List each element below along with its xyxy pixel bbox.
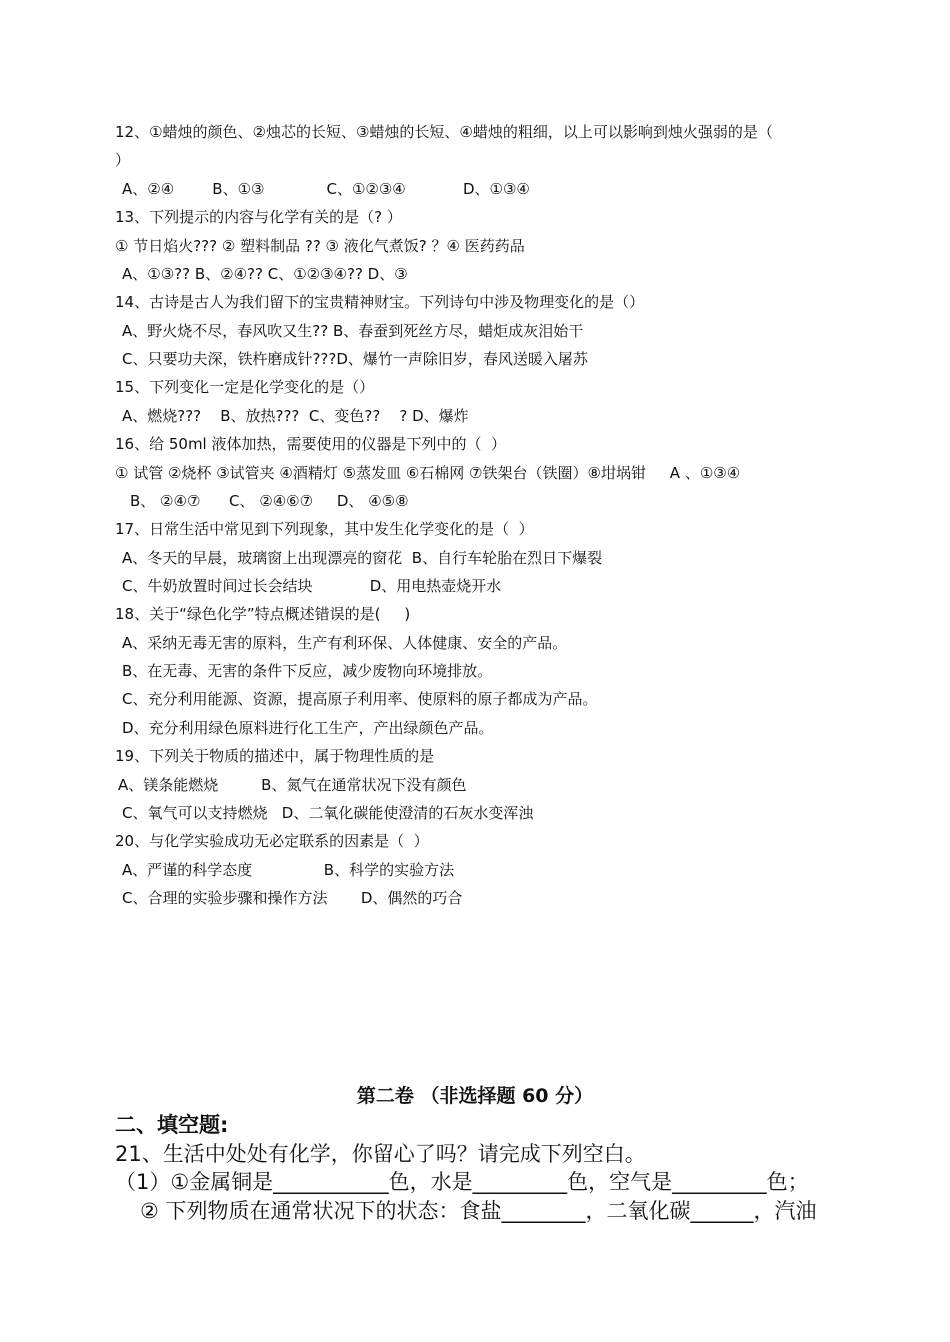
question-18-option-d: D、充分利用绿色原料进行化工生产，产出绿颜色产品。 bbox=[122, 719, 494, 737]
question-13-items: ① 节日焰火??? ② 塑料制品 ?? ③ 液化气煮饭? ？④ 医药药品 bbox=[115, 237, 525, 255]
question-14-options-cd: C、只要功夫深，铁杵磨成针???D、爆竹一声除旧岁，春风送暖入屠苏 bbox=[122, 350, 588, 368]
question-20-stem: 20、与化学实验成功无必定联系的因素是（ ） bbox=[115, 832, 429, 850]
question-20-options-ab: A、严谨的科学态度 B、科学的实验方法 bbox=[122, 861, 455, 879]
question-17-options-cd: C、牛奶放置时间过长会结块 D、用电热壶烧开水 bbox=[122, 577, 502, 595]
question-18-stem: 18、关于“绿色化学”特点概述错误的是( ) bbox=[115, 605, 411, 623]
question-21-part-1: （1）①金属铜是___________色，水是_________色，空气是_________色； bbox=[115, 1170, 809, 1194]
question-18-option-a: A、采纳无毒无害的原料，生产有利环保、人体健康、安全的产品。 bbox=[122, 634, 568, 652]
question-12-stem-end: ） bbox=[115, 151, 131, 169]
question-16-items: ① 试管 ②烧杯 ③试管夹 ④酒精灯 ⑤蒸发皿 ⑥石棉网 ⑦铁架台（铁圈）⑧坩埚钳 A 、①③④ bbox=[115, 464, 741, 482]
question-14-options-ab: A、野火烧不尽，春风吹又生?? B、春蚕到死丝方尽，蜡炬成灰泪始干 bbox=[122, 322, 584, 340]
question-19-options-cd: C、氧气可以支持燃烧 D、二氧化碳能使澄清的石灰水变浑浊 bbox=[122, 804, 534, 822]
question-19-stem: 19、下列关于物质的描述中，属于物理性质的是 bbox=[115, 747, 435, 765]
question-15-options: A、燃烧??? B、放热??? C、变色?? ? D、爆炸 bbox=[122, 407, 469, 425]
question-13-stem: 13、下列提示的内容与化学有关的是（? ） bbox=[115, 208, 402, 226]
question-20-options-cd: C、合理的实验步骤和操作方法 D、偶然的巧合 bbox=[122, 889, 463, 907]
question-17-options-ab: A、冬天的早晨，玻璃窗上出现漂亮的窗花 B、自行车轮胎在烈日下爆裂 bbox=[122, 549, 603, 567]
question-14-stem: 14、古诗是古人为我们留下的宝贵精神财宝。下列诗句中涉及物理变化的是（） bbox=[115, 293, 645, 311]
question-19-options-ab: A、镁条能燃烧 B、氮气在通常状况下没有颜色 bbox=[118, 776, 467, 794]
question-21-part-2: ② 下列物质在通常状况下的状态：食盐________，二氧化碳______，汽油 bbox=[140, 1199, 817, 1223]
question-21-stem: 21、生活中处处有化学，你留心了吗？请完成下列空白。 bbox=[115, 1142, 646, 1166]
part-two-title: 第二卷 （非选择题 60 分） bbox=[356, 1085, 594, 1107]
question-16-stem: 16、给 50ml 液体加热，需要使用的仪器是下列中的（ ） bbox=[115, 435, 507, 453]
question-18-option-b: B、在无毒、无害的条件下反应，减少废物向环境排放。 bbox=[122, 662, 493, 680]
question-12-stem: 12、①蜡烛的颜色、②烛芯的长短、③蜡烛的长短、④蜡烛的粗细，以上可以影响到烛火强弱的是（ bbox=[115, 123, 773, 141]
question-13-options: A、①③?? B、②④?? C、①②③④?? D、③ bbox=[122, 265, 408, 283]
question-15-stem: 15、下列变化一定是化学变化的是（） bbox=[115, 378, 375, 396]
question-18-option-c: C、充分利用能源、资源，提高原子利用率、使原料的原子都成为产品。 bbox=[122, 690, 598, 708]
question-16-options: B、 ②④⑦ C、 ②④⑥⑦ D、 ④⑤⑧ bbox=[130, 492, 409, 510]
question-17-stem: 17、日常生活中常见到下列现象，其中发生化学变化的是（ ） bbox=[115, 520, 534, 538]
section-heading: 二、填空题: bbox=[115, 1113, 229, 1137]
question-12-options: A、②④ B、①③ C、①②③④ D、①③④ bbox=[122, 180, 530, 198]
